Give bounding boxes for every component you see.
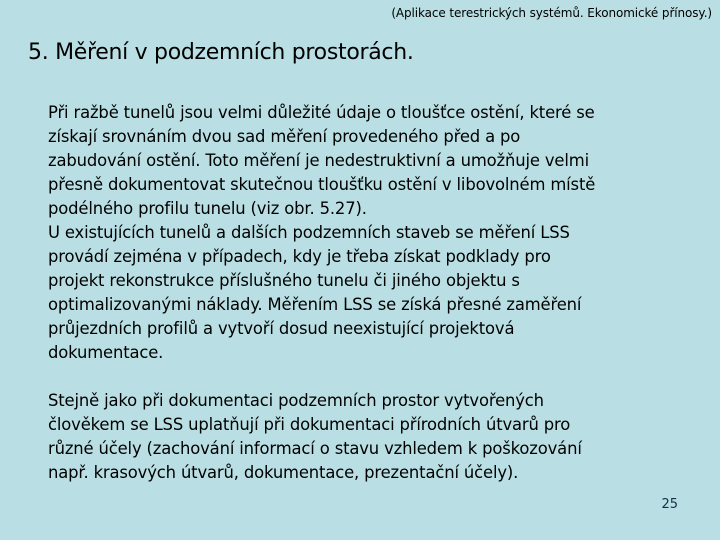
text-line: např. krasových útvarů, dokumentace, prezentační účely). xyxy=(48,463,519,482)
text-line: přesně dokumentovat skutečnou tloušťku ostění v libovolném místě xyxy=(48,175,596,194)
header-note: (Aplikace terestrických systémů. Ekonomické přínosy.) xyxy=(391,6,712,20)
text-line: získají srovnáním dvou sad měření provedeného před a po xyxy=(48,127,521,146)
text-line: zabudování ostění. Toto měření je nedestruktivní a umožňuje velmi xyxy=(48,151,589,170)
text-line: člověkem se LSS uplatňují při dokumentaci přírodních útvarů pro xyxy=(48,415,571,434)
paragraph-natural-formations xyxy=(48,389,712,485)
slide-title: 5. Měření v podzemních prostorách. xyxy=(28,40,414,65)
text-line: podélného profilu tunelu (viz obr. 5.27). xyxy=(48,199,367,218)
text-line: projekt rekonstrukce příslušného tunelu či jiného objektu s xyxy=(48,271,520,290)
text-line: Stejně jako při dokumentaci podzemních prostor vytvořených xyxy=(48,391,544,410)
page-number: 25 xyxy=(661,497,678,512)
text-line: Při ražbě tunelů jsou velmi důležité údaje o tloušťce ostění, které se xyxy=(48,103,595,122)
paragraph-tunnel-measurement xyxy=(48,101,712,365)
text-line: provádí zejména v případech, kdy je třeba získat podklady pro xyxy=(48,247,551,266)
text-line: dokumentace. xyxy=(48,343,164,362)
text-line: U existujících tunelů a dalších podzemních staveb se měření LSS xyxy=(48,223,570,242)
text-line: průjezdních profilů a vytvoří dosud neexistující projektová xyxy=(48,319,515,338)
text-line: různé účely (zachování informací o stavu vzhledem k poškozování xyxy=(48,439,582,458)
text-line: optimalizovanými náklady. Měřením LSS se získá přesné zaměření xyxy=(48,295,582,314)
